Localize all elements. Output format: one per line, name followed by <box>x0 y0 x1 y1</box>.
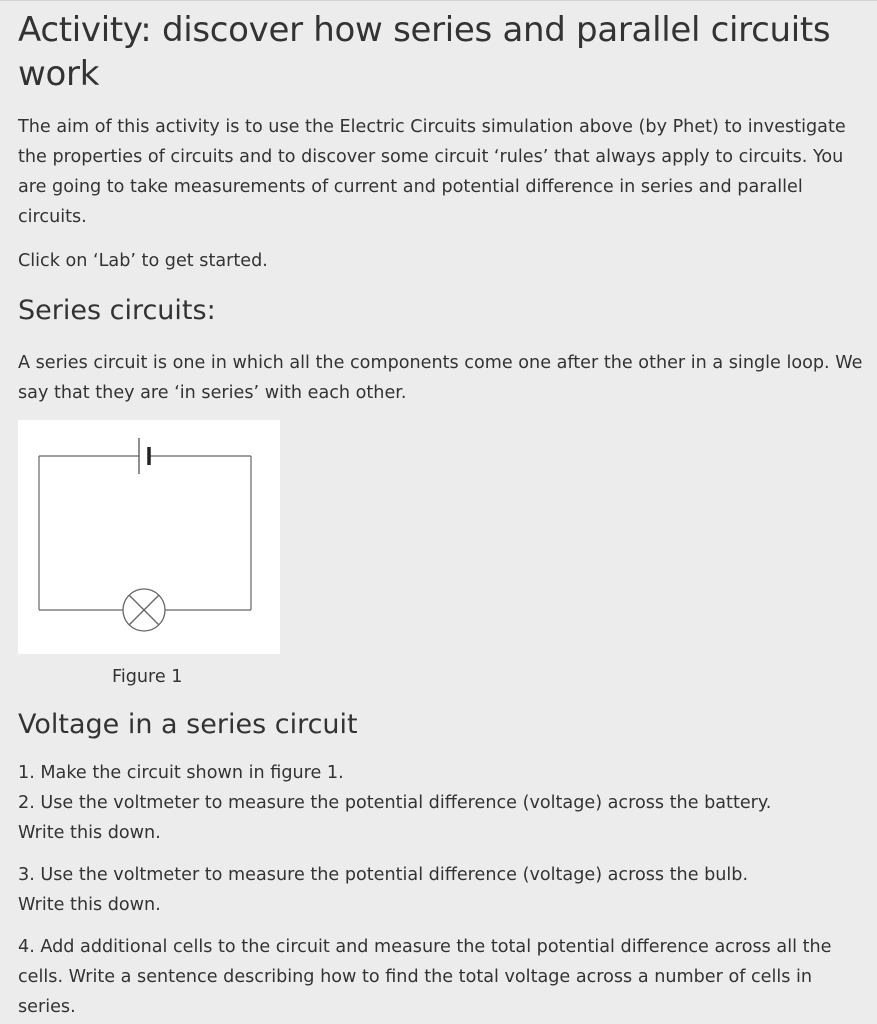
series-circuit-svg <box>18 420 280 654</box>
activity-content <box>18 0 863 1022</box>
figure-1-circuit-diagram <box>18 420 280 654</box>
step-2: 2. Use the voltmeter to measure the potential difference (voltage) across the battery. <box>18 793 772 813</box>
step-2-note: Write this down. <box>18 823 161 843</box>
page-title: Activity: discover how series and parallel circuits work <box>18 10 831 94</box>
step-3-note: Write this down. <box>18 895 161 915</box>
series-circuits-heading: Series circuits: <box>18 295 216 326</box>
series-definition: A series circuit is one in which all the components come one after the other in a single loop. We say that they are ‘in series’ with each other. <box>18 353 863 403</box>
intro-paragraph: The aim of this activity is to use the Electric Circuits simulation above (by Phet) to investigate the properties of circuits and to discover some circuit ‘rules’ that always apply to circuits. You are going to take measurements of current and potential difference in series and parallel circuits. <box>18 117 846 227</box>
lab-instruction: Click on ‘Lab’ to get started. <box>18 251 268 271</box>
figure-caption: Figure 1 <box>112 667 183 687</box>
step-3: 3. Use the voltmeter to measure the potential difference (voltage) across the bulb. <box>18 865 749 885</box>
step-4: 4. Add additional cells to the circuit and measure the total potential difference across all the cells. Write a sentence describing how to find the total voltage across a number of cells in series. <box>18 937 832 1017</box>
cell-icon <box>139 438 149 474</box>
voltage-series-heading: Voltage in a series circuit <box>18 709 358 740</box>
step-1: 1. Make the circuit shown in figure 1. <box>18 763 344 783</box>
instruction-steps <box>18 758 863 1022</box>
lamp-icon <box>123 589 165 631</box>
